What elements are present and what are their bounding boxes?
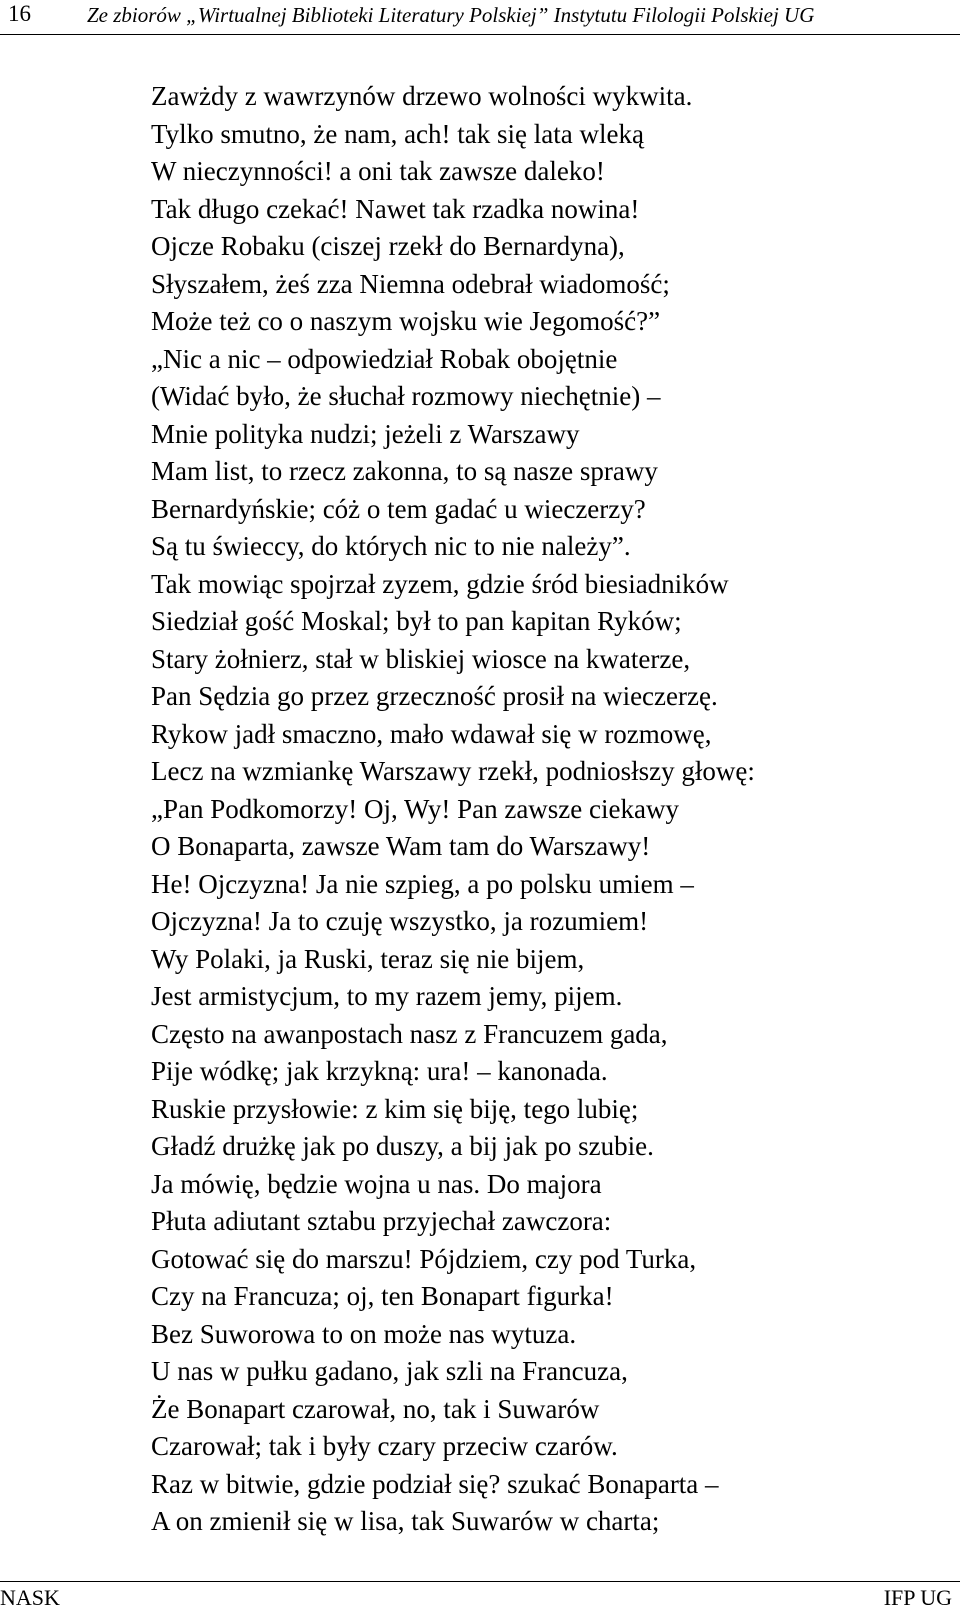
poem-line: W nieczynności! a oni tak zawsze daleko!	[151, 156, 605, 186]
poem-line: Płuta adiutant sztabu przyjechał zawczora:	[151, 1206, 612, 1236]
poem-line: Czarował; tak i były czary przeciw czarów.	[151, 1431, 618, 1461]
poem-line: Mam list, to rzecz zakonna, to są nasze sprawy	[151, 456, 658, 486]
poem-line: U nas w pułku gadano, jak szli na Francuza,	[151, 1356, 628, 1386]
poem-line: Wy Polaki, ja Ruski, teraz się nie bijem,	[151, 943, 585, 974]
page-number: 16	[8, 1, 31, 26]
page-header	[0, 0, 960, 34]
poem-line: He! Ojczyzna! Ja nie szpieg, a po polsku umiem –	[151, 868, 694, 899]
poem-line: Bez Suworowa to on może nas wytuza.	[151, 1318, 577, 1349]
poem-line: Że Bonapart czarował, no, tak i Suwarów	[151, 1393, 600, 1424]
poem-line: Zawżdy z wawrzynów drzewo wolności wykwita.	[151, 81, 693, 111]
poem-line: Ojczyzna! Ja to czuję wszystko, ja rozumiem!	[151, 906, 649, 936]
poem-line: Często na awanpostach nasz z Francuzem gada,	[151, 1018, 668, 1049]
footer-right-label: IFP UG	[883, 1585, 952, 1610]
poem-line: (Widać było, że słuchał rozmowy niechętnie) –	[151, 381, 661, 411]
poem-text	[151, 78, 951, 1541]
poem-line: Tak długo czekać! Nawet tak rzadka nowina!	[151, 193, 640, 224]
poem-line: Siedział gość Moskal; był to pan kapitan Ryków;	[151, 606, 682, 636]
footer-divider	[0, 1581, 960, 1582]
header-title: Ze zbiorów „Wirtualnej Biblioteki Literatury Polskiej” Instytutu Filologii Polskiej UG	[87, 3, 815, 27]
poem-line: Raz w bitwie, gdzie podział się? szukać Bonaparta –	[151, 1468, 719, 1499]
poem-line: A on zmienił się w lisa, tak Suwarów w charta;	[151, 1506, 660, 1536]
poem-line: Gotować się do marszu! Pójdziem, czy pod Turka,	[151, 1243, 697, 1274]
poem-line: Jest armistycjum, to my razem jemy, pijem.	[151, 981, 623, 1011]
footer-left-label: NASK	[0, 1585, 60, 1610]
poem-line: Słyszałem, żeś zza Niemna odebrał wiadomość;	[151, 268, 670, 299]
poem-line: „Pan Podkomorzy! Oj, Wy! Pan zawsze ciekawy	[151, 793, 679, 824]
poem-line: Rykow jadł smaczno, mało wdawał się w rozmowę,	[151, 718, 712, 749]
poem-line: Stary żołnierz, stał w bliskiej wiosce na kwaterze,	[151, 643, 691, 674]
poem-line: Ruskie przysłowie: z kim się biję, tego lubię;	[151, 1093, 639, 1124]
poem-line: Tylko smutno, że nam, ach! tak się lata wleką	[151, 118, 644, 149]
poem-line: Tak mowiąc spojrzał zyzem, gdzie śród biesiadników	[151, 568, 729, 599]
poem-line: Może też co o naszym wojsku wie Jegomość?”	[151, 306, 661, 336]
poem-line: Pije wódkę; jak krzykną: ura! – kanonada.	[151, 1056, 608, 1086]
poem-line: Czy na Francuza; oj, ten Bonapart figurka!	[151, 1281, 614, 1311]
poem-line: Pan Sędzia go przez grzeczność prosił na wieczerzę.	[151, 681, 718, 711]
poem-line: Lecz na wzmiankę Warszawy rzekł, podniosłszy głowę:	[151, 756, 755, 786]
poem-line: „Nic a nic – odpowiedział Robak obojętnie	[151, 343, 618, 374]
poem-line: Ojcze Robaku (ciszej rzekł do Bernardyna),	[151, 231, 625, 261]
poem-line: Ja mówię, będzie wojna u nas. Do majora	[151, 1168, 602, 1199]
header-divider	[0, 34, 960, 35]
poem-line: Są tu świeccy, do których nic to nie należy”.	[151, 531, 631, 561]
poem-line: Gładź drużkę jak po duszy, a bij jak po szubie.	[151, 1131, 654, 1161]
poem-line: Mnie polityka nudzi; jeżeli z Warszawy	[151, 418, 580, 449]
poem-line: Bernardyńskie; cóż o tem gadać u wieczerzy?	[151, 493, 646, 524]
poem-line: O Bonaparta, zawsze Wam tam do Warszawy!	[151, 831, 651, 861]
